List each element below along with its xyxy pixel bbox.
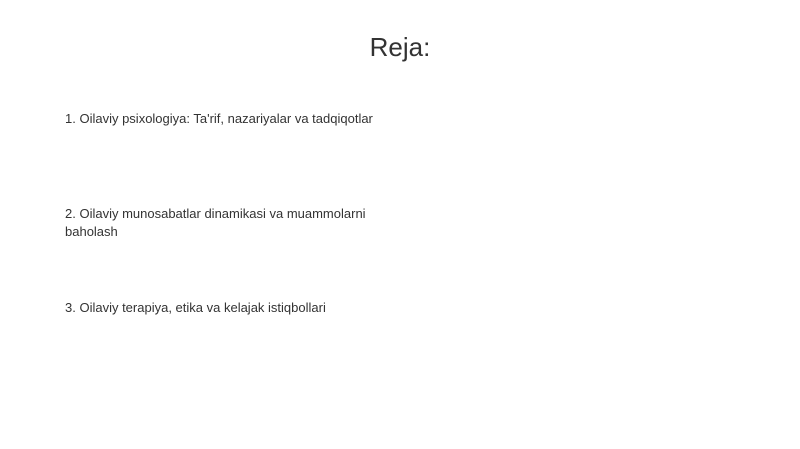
slide-title: Reja: — [369, 32, 431, 62]
plan-item-1: 1. Oilaviy psixologiya: Ta'rif, nazariyalar va tadqiqotlar — [65, 111, 373, 126]
plan-item-2: 2. Oilaviy munosabatlar dinamikasi va muammolarni baholash — [65, 206, 366, 239]
plan-item-3: 3. Oilaviy terapiya, etika va kelajak istiqbollari — [65, 300, 326, 315]
